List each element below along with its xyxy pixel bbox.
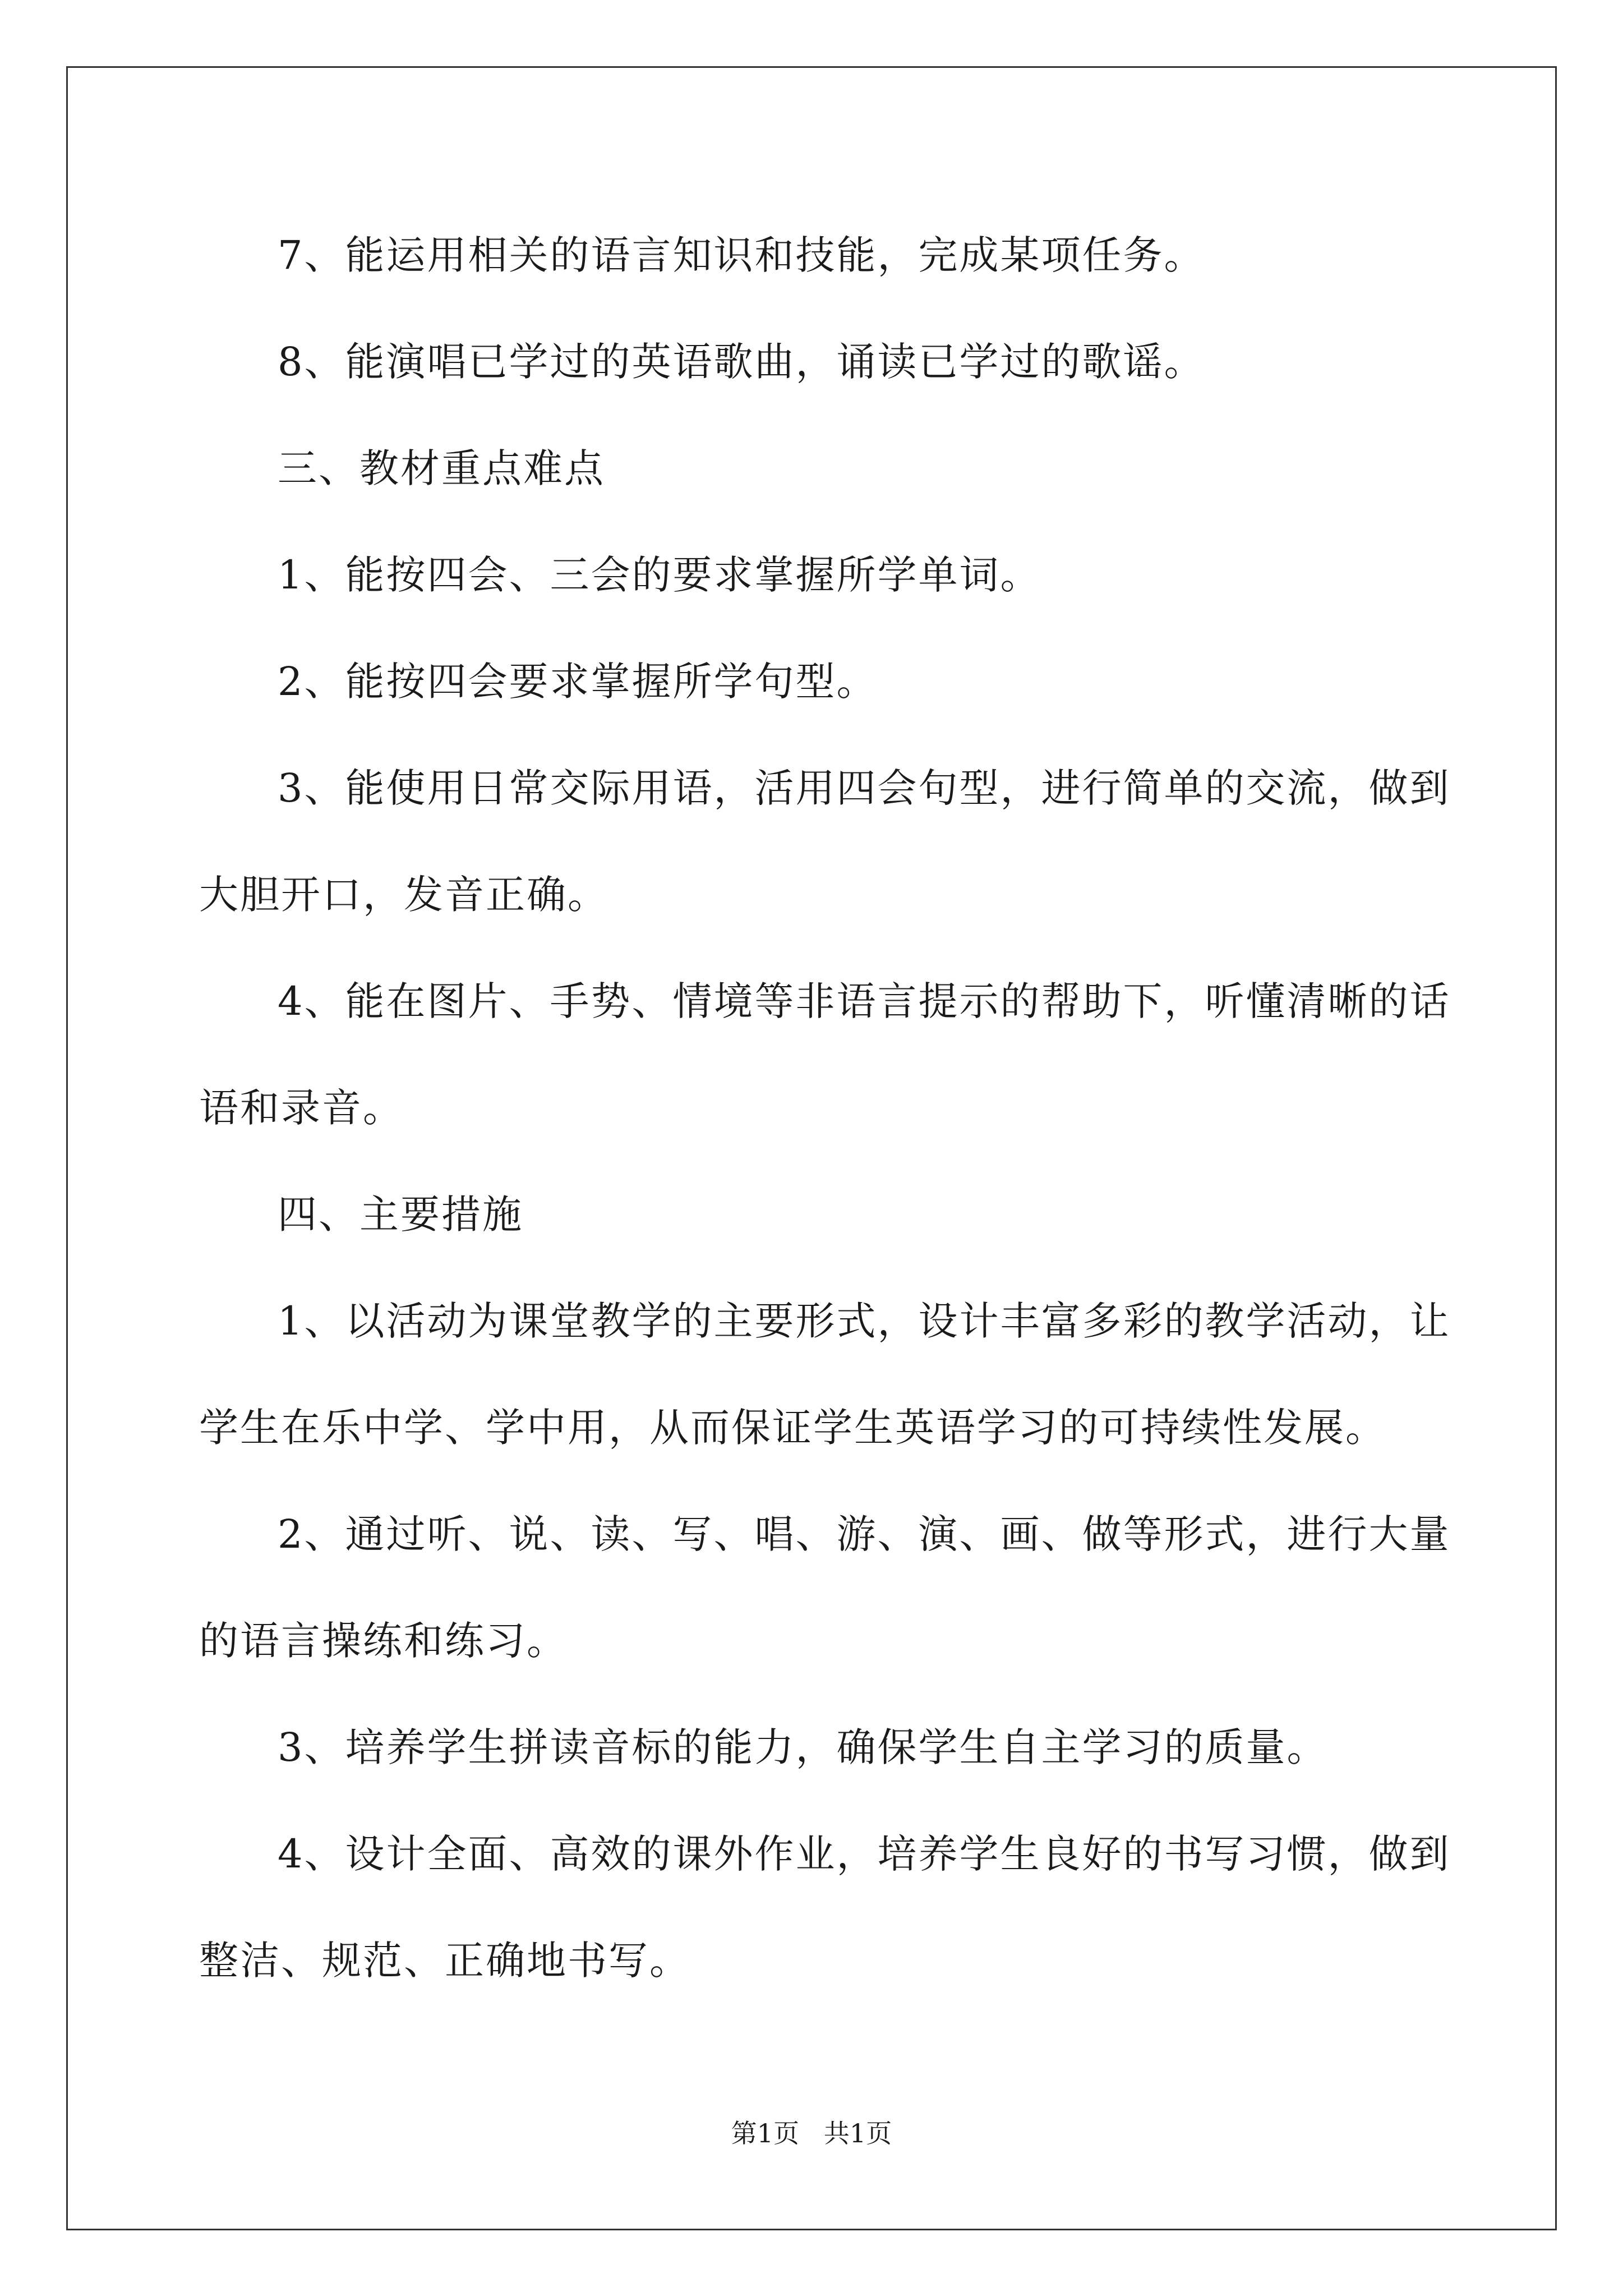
paragraph-line: 整洁、规范、正确地书写。 [199,1938,690,1984]
paragraph-line: 4、能在图片、手势、情境等非语言提示的帮助下，听懂清晰的话 [278,978,1451,1024]
paragraph-line: 2、能按四会要求掌握所学句型。 [278,659,878,705]
paragraph-line: 7、能运用相关的语言知识和技能，完成某项任务。 [278,232,1205,278]
paragraph-line: 1、以活动为课堂教学的主要形式，设计丰富多彩的教学活动，让 [278,1298,1451,1344]
paragraph-line: 3、能使用日常交际用语，活用四会句型，进行简单的交流，做到 [278,765,1451,811]
paragraph-line: 1、能按四会、三会的要求掌握所学单词。 [278,552,1041,598]
paragraph-line: 8、能演唱已学过的英语歌曲，诵读已学过的歌谣。 [278,339,1205,385]
section-heading: 三、教材重点难点 [278,445,605,491]
section-heading: 四、主要措施 [278,1191,523,1237]
paragraph-line: 大胆开口，发音正确。 [199,872,608,918]
paragraph-line: 学生在乐中学、学中用，从而保证学生英语学习的可持续性发展。 [199,1405,1386,1451]
page-number-footer: 第1页 共1页 [731,2118,892,2148]
page-border [66,66,1557,2230]
paragraph-line: 的语言操练和练习。 [199,1618,568,1664]
paragraph-line: 3、培养学生拼读音标的能力，确保学生自主学习的质量。 [278,1724,1328,1770]
paragraph-line: 4、设计全面、高效的课外作业，培养学生良好的书写习惯，做到 [278,1831,1451,1877]
paragraph-line: 2、通过听、说、读、写、唱、游、演、画、做等形式，进行大量 [278,1511,1451,1557]
paragraph-line: 语和录音。 [199,1085,404,1131]
